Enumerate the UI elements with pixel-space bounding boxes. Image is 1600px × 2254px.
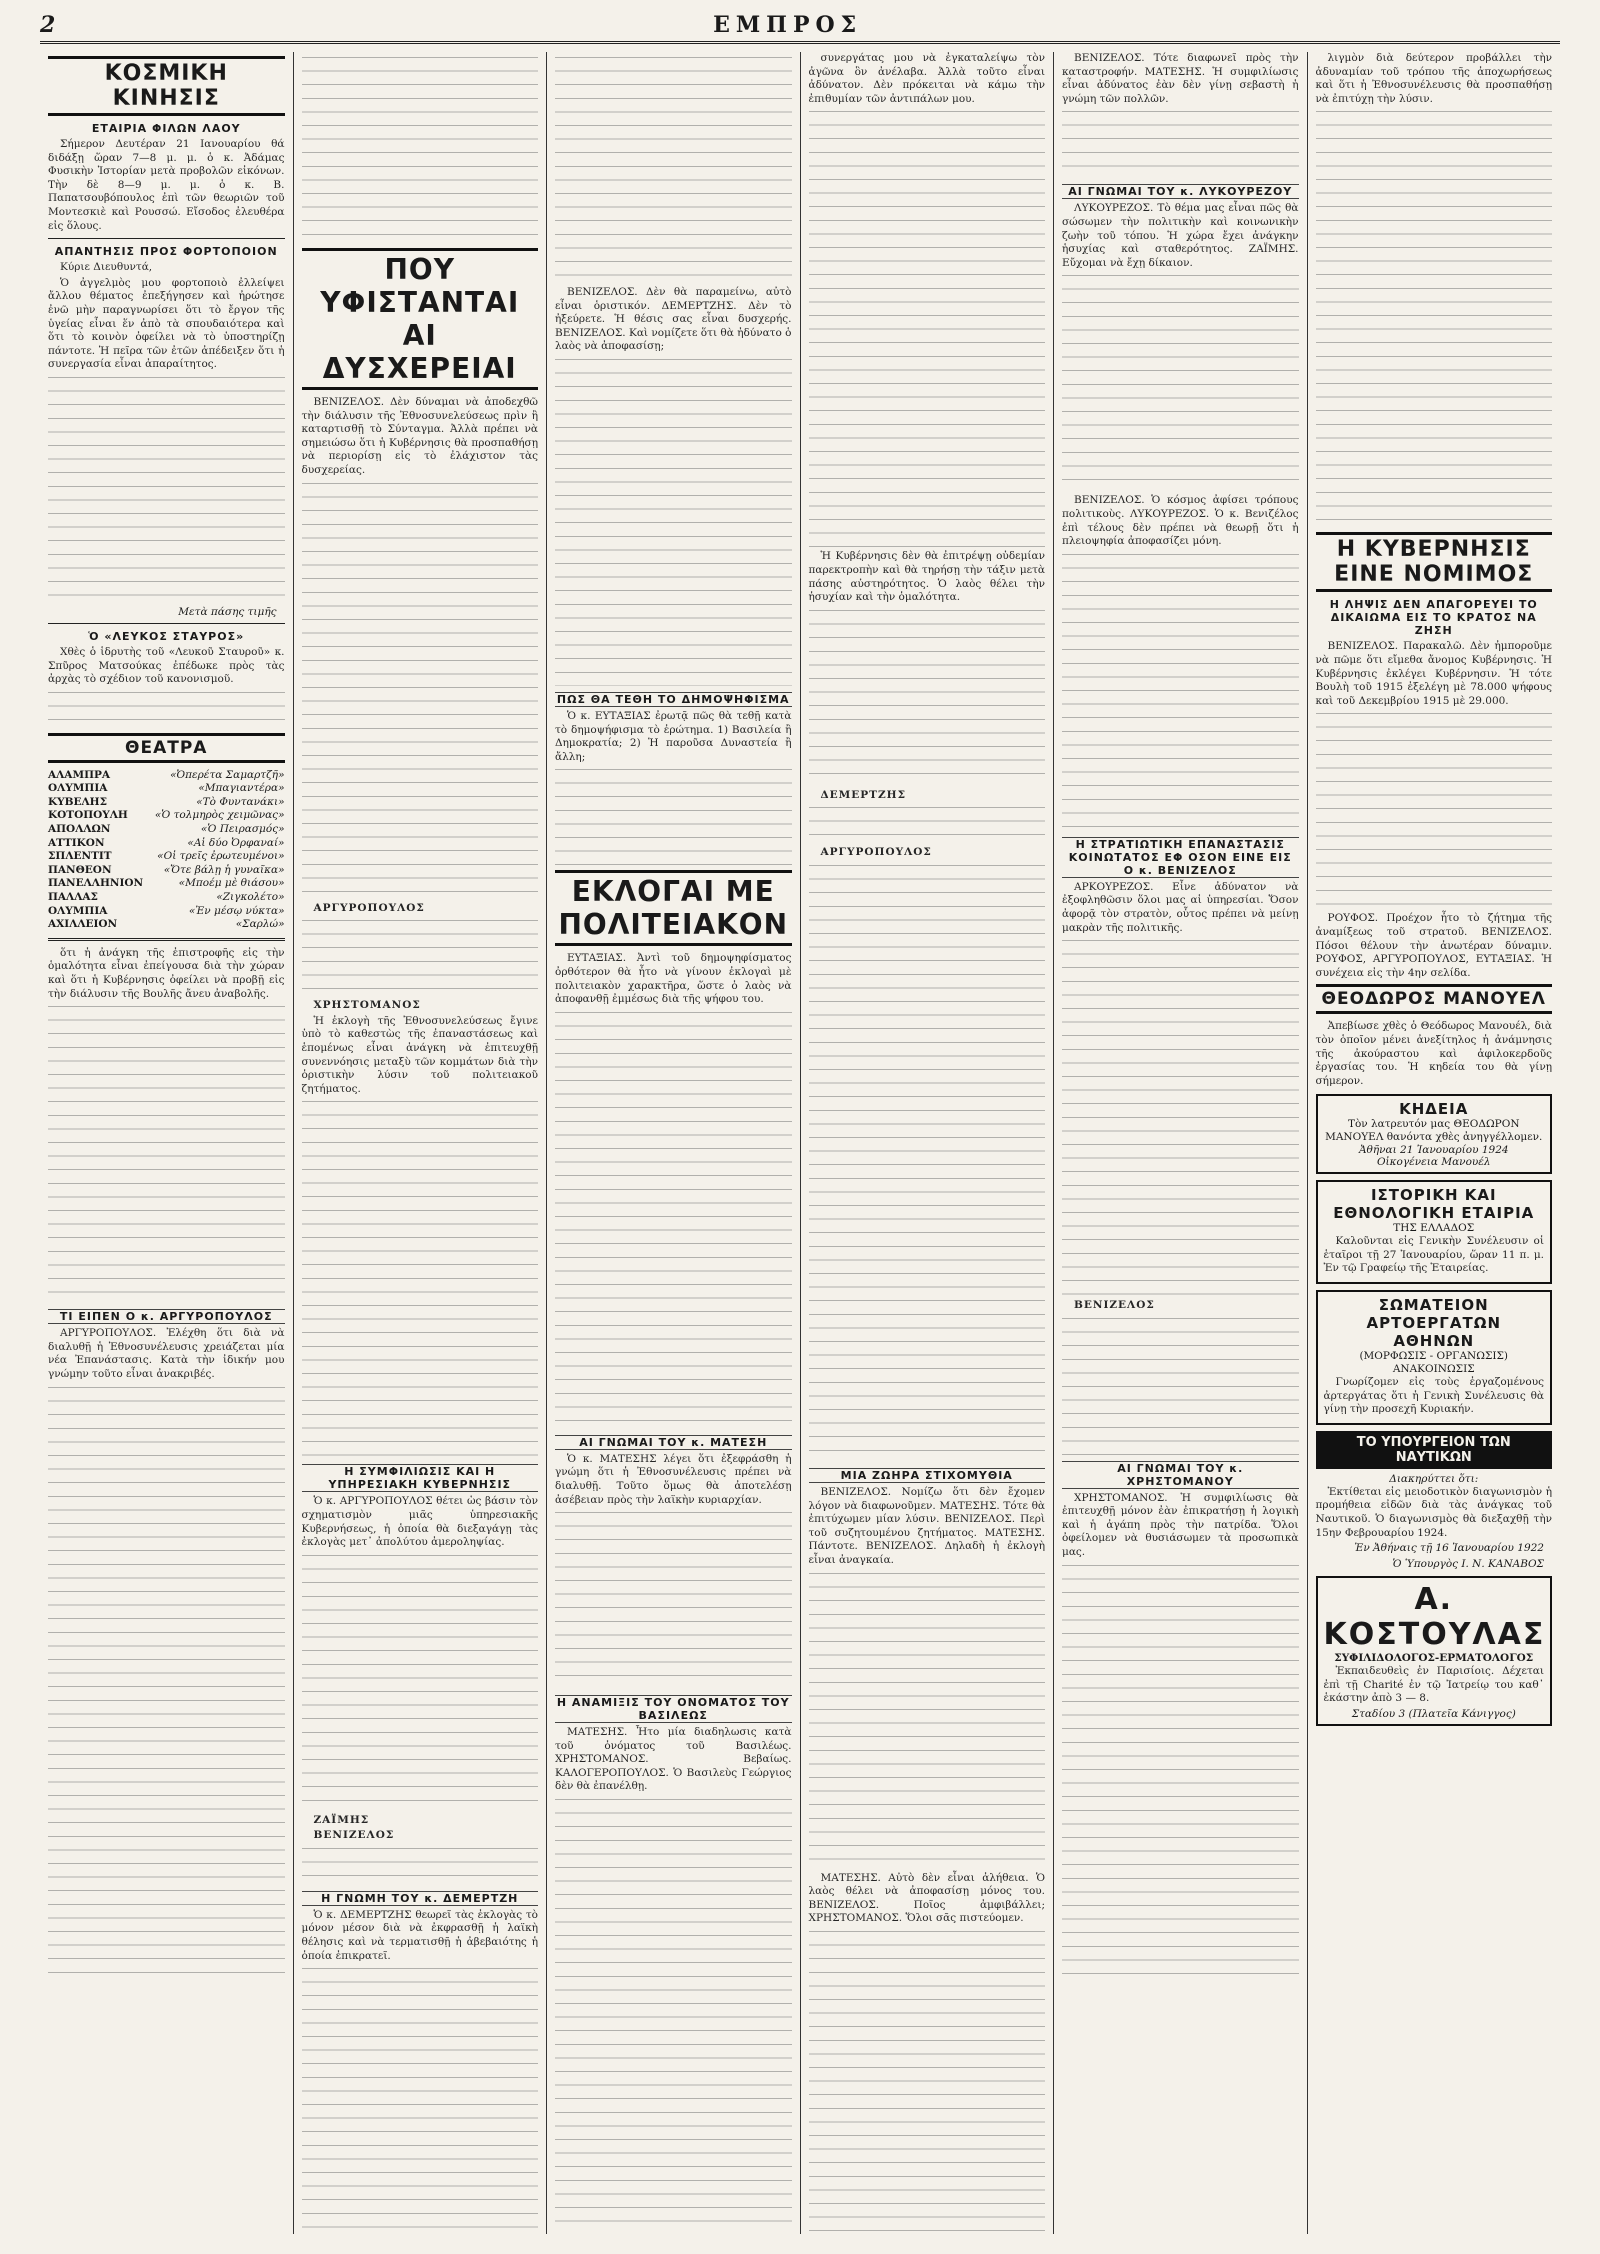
column-6-text-b: ΡΟΥΦΟΣ. Προέχον ἦτο τὸ ζήτημα τῆς ἀναμίξεως τοῦ στρατοῦ. ΒΕΝΙΖΕΛΟΣ. Πόσοι θέλουν τὴν ἀνωτέραν δύναμιν. ΡΟΥΦΟΣ, ΑΡΓΥΡΟΠΟΥΛΟΣ, ΕΥΤΑΞΙΑΣ. Ἡ συνέχεια εἰς τὴν 4ην σελίδα. <box>1315 912 1552 979</box>
lykourezos-text: ΛΥΚΟΥΡΕΖΟΣ. Τὸ θέμα μας εἶναι πῶς θὰ σώσωμεν τὴν πολιτικὴν καὶ κοινωνικὴν ζωὴν τοῦ τόπου. Ἡ χώρα ἔχει ἀνάγκην ἡσυχίας καὶ σταθερότητος. ΖΑΪΜΗΣ. Εὔχομαι νὰ ἔχῃ δίκαιον. <box>1062 202 1299 269</box>
speaker-label <box>809 789 1046 803</box>
letter-signature: Μετὰ πάσης τιμῆς <box>178 605 277 618</box>
cross-text: Χθὲς ὁ ἱδρυτὴς τοῦ «Λευκοῦ Σταυροῦ» κ. Σπῦρος Ματσούκας ἐπέδωκε πρὸς τὰς ἀρχὰς τὸ σχέδιον τοῦ κανονισμοῦ. <box>48 645 285 686</box>
article-text: ὅτι ἡ ἀνάγκη τῆς ἐπιστροφῆς εἰς τὴν ὁμαλότητα εἶναι ἐπείγουσα διὰ τὴν χώραν καὶ ὅτι ἡ Κυβέρνησις ὀφείλει νὰ προβῇ εἰς τὴν διάλυσιν τῆς Βουλῆς ἄνευ ἀναβολῆς. <box>48 946 285 1000</box>
speaker-label <box>302 1829 539 1843</box>
society-text: Σήμερον Δευτέραν 21 Ιανουαρίου θά διδάξῃ ὥραν 7—8 μ. μ. ὁ κ. Ἀδάμας Φυσικὴν Ἱστορίαν μετὰ προβολῶν εἰκόνων. Τὴν δὲ 8—9 μ. μ. ὁ κ. Β. Παπατσουβόπουλος ἐπὶ τῶν θεωριῶν τοῦ Μοντεσκιὲ καὶ Ρουσσώ. Εἴσοδος ἐλευθέρα εἰς ὅλους. <box>48 138 285 232</box>
theatre-row <box>48 850 285 864</box>
main-headline: ΠΟΥ ΥΦΙΣΤΑΝΤΑΙ ΑΙ ΔΥΣΧΕΡΕΙΑΙ <box>302 248 539 390</box>
body-text-block <box>555 1796 792 2234</box>
doctor-name: Α. ΚΟΣΤΟΥΛΑΣ <box>1323 1582 1546 1653</box>
body-text-block <box>1316 710 1553 910</box>
king-name-text: ΜΑΤΕΣΗΣ. Ἦτο μία διαδηλωσις κατὰ τοῦ ὀνόματος τοῦ Βασιλέως. ΧΡΗΣΤΟΜΑΝΟΣ. Βεβαίως. ΚΑΛΟΓΕΡΟΠΟΥΛΟΣ. Ὁ Βασιλεὺς Γεώργιος δὲν θὰ ἐπανέλθῃ. <box>555 1726 792 1793</box>
theatre-play: «Οἱ τρεῖς ἐρωτευμένοι» <box>157 850 285 863</box>
military-text: ΑΡΚΟΥΡΕΖΟΣ. Εἶνε ἀδύνατον νὰ ἐξοφληθῶσιν ὅλοι μας αἱ ὑπηρεσίαι. Ὅσον ἀφορᾷ τὸν στρατὸν, οὗτος πρέπει νὰ μείνῃ μακρὰν τῆς πολιτικῆς. <box>1062 880 1299 934</box>
body-text-block <box>809 1928 1046 2234</box>
body-text-block <box>48 374 285 604</box>
column-2 <box>294 52 548 2234</box>
christomanos-heading: ΑΙ ΓΝΩΜΑΙ ΤΟΥ κ. ΧΡΗΣΤΟΜΑΝΟΥ <box>1062 1461 1299 1489</box>
letter-heading: ΑΠΑΝΤΗΣΙΣ ΠΡΟΣ ΦΟΡΤΟΠΟΙΟΝ <box>54 245 278 259</box>
body-text-block <box>302 1552 539 1812</box>
speaker-name: ΔΕΜΕΡΤΖΗΣ <box>820 788 906 801</box>
column-5-text-a: ΒΕΝΙΖΕΛΟΣ. Τότε διαφωνεῖ πρὸς τὴν καταστροφήν. ΜΑΤΕΣΗΣ. Ἡ συμφιλίωσις εἶναι ἀδύνατος ἐὰν δὲν γίνῃ σεβαστὴ ἡ γνώμη τῶν πολλῶν. <box>1062 52 1299 105</box>
theatre-name: ΠΑΝΘΕΟΝ <box>48 863 112 876</box>
body-text-block <box>1062 1315 1299 1455</box>
column-2-text-c: Ὁ κ. ΑΡΓΥΡΟΠΟΥΛΟΣ θέτει ὡς βάσιν τὸν σχηματισμὸν μιᾶς ὑπηρεσιακῆς Κυβερνήσεως, ἡ ὁποία θὰ διεξαγάγῃ τὰς ἐκλογὰς μετ᾽ ἀπολύτου ἀμεροληψίας. <box>301 1495 538 1549</box>
body-text-block <box>1062 272 1299 492</box>
theatre-heading: ΘΕΑΤΡΑ <box>48 733 285 763</box>
elections-headline: ΕΚΛΟΓΑΙ ΜΕ ΠΟΛΙΤΕΙΑΚΟΝ <box>555 870 792 946</box>
theatre-play: «Μπαγιαντέρα» <box>198 782 285 795</box>
manouel-text: Ἀπεβίωσε χθὲς ὁ Θεόδωρος Μανουέλ, διὰ τὸν ὁποῖον μένει ἀνεξίτηλος ἡ ἀνάμνησις τῆς ἀκούραστου καὶ ἀφιλοκερδοῦς ἐργασίας του. Ἡ κηδεία του θὰ γίνῃ σήμερον. <box>1315 1020 1552 1087</box>
body-text-block <box>302 917 539 997</box>
body-text-block <box>1062 551 1299 831</box>
column-2-text-b: Ἡ ἐκλογὴ τῆς Ἐθνοσυνελεύσεως ἔγινε ὑπὸ τὸ καθεστὼς τῆς ἐπαναστάσεως καὶ ἑπομένως εἶναι ἀνάγκη νὰ ἐπιτευχθῇ συνεννόησις μεταξὺ τῶν κομμάτων διὰ τὴν ὁριστικὴν λύσιν τοῦ πολιτειακοῦ ζητήματος. <box>301 1014 538 1095</box>
funeral-notice <box>1316 1094 1553 1174</box>
body-text-block <box>1062 937 1299 1297</box>
funeral-date: Ἀθῆναι 21 Ἰανουαρίου 1924 <box>1358 1144 1509 1157</box>
society-heading: ΕΤΑΙΡΙΑ ΦΙΛΩΝ ΛΑΟΥ <box>91 122 241 135</box>
theatre-row <box>48 823 285 837</box>
king-name-heading: Η ΑΝΑΜΙΞΙΣ ΤΟΥ ΟΝΟΜΑΤΟΣ ΤΟΥ ΒΑΣΙΛΕΩΣ <box>556 1696 790 1723</box>
demertzis-text: Ὁ κ. ΔΕΜΕΡΤΖΗΣ θεωρεῖ τὰς ἐκλογὰς τὸ μόνον μέσον διὰ νὰ ἐκφρασθῇ ἡ λαϊκὴ θέλησις καὶ νὰ τερματισθῇ ἡ ἀβεβαιότης ἡ ὁποία ἐπικρατεῖ. <box>301 1908 538 1962</box>
theatre-play: «Μποέμ μὲ θιάσου» <box>178 877 285 890</box>
theatre-play: «Ὁ τολμηρὸς χειμῶνας» <box>154 809 285 822</box>
speaker-name: ΑΡΓΥΡΟΠΟΥΛΟΣ <box>820 846 932 859</box>
speaker-label <box>1062 1299 1299 1313</box>
reconciliation-heading: Η ΣΥΜΦΙΛΙΩΣΙΣ ΚΑΙ Η ΥΠΗΡΕΣΙΑΚΗ ΚΥΒΕΡΝΗΣΙΣ <box>302 1464 539 1492</box>
body-text-block <box>302 54 539 244</box>
cross-heading: Ὁ «ΛΕΥΚΟΣ ΣΤΑΥΡΟΣ» <box>88 629 245 643</box>
column-2-text-a: ΒΕΝΙΖΕΛΟΣ. Δὲν δύναμαι νὰ ἀποδεχθῶ τὴν διάλυσιν τῆς Ἐθνοσυνελεύσεως πρὶν ἢ καταρτισθῇ τὸ Σύνταγμα. Ἀλλὰ πρέπει νὰ σημειώσω ὅτι ἡ Κυβέρνησις θὰ προσπαθήσῃ νὰ περιορίσῃ εἰς τὸ ἐλάχιστον τὰς δυσχερείας. <box>301 396 538 476</box>
column-4-text-a: συνεργάτας μου νὰ ἐγκαταλείψω τὸν ἀγῶνα ὃν ἀνέλαβα. Ἀλλὰ τοῦτο εἶναι ἀδύνατον. Δὲν πρόκειται νὰ κάμω τὴν ἐπιθυμίαν τῶν ἀντιπάλων μου. <box>808 52 1045 105</box>
masthead: ΕΜΠΡΟΣ <box>713 11 863 38</box>
column-3-text-c: ΕΥΤΑΞΙΑΣ. Ἀντὶ τοῦ δημοψηφίσματος ὀρθότερον θὰ ἦτο νὰ γίνουν ἐκλογαὶ μὲ πολιτειακὸν χαρακτῆρα, ὥστε ὁ λαὸς νὰ ἀποφανθῇ ἐμμέσως διὰ τῆς ψήφου του. <box>555 952 792 1006</box>
column-5 <box>1054 52 1308 2234</box>
demertzis-heading: Η ΓΝΩΜΗ ΤΟΥ κ. ΔΕΜΕΡΤΖΗ <box>302 1891 539 1906</box>
theatre-row <box>48 769 285 783</box>
theatre-row <box>48 877 285 891</box>
body-text-block <box>555 1009 792 1429</box>
navy-text: Ἐκτίθεται εἰς μειοδοτικὸν διαγωνισμὸν ἡ προμήθεια εἰδῶν διὰ τὰς ἀνάγκας τοῦ Ναυτικοῦ. Ὁ διαγωνισμὸς θὰ διεξαχθῇ τὴν 15ην Φεβρουαρίου 1924. <box>1315 1485 1552 1539</box>
letter-salutation: Κύριε Διευθυντά, <box>60 261 153 274</box>
society-subheading: ΤΗΣ ΕΛΛΑΔΟΣ <box>1393 1222 1475 1235</box>
theatre-name: ΚΥΒΕΛΗΣ <box>48 795 107 808</box>
navy-banner: ΤΟ ΥΠΟΥΡΓΕΙΟΝ ΤΩΝ ΝΑΥΤΙΚΩΝ <box>1316 1431 1553 1469</box>
divider <box>48 938 285 941</box>
theatre-play: «Ὁ Πειρασμός» <box>200 823 285 836</box>
society-notice <box>1316 1180 1553 1284</box>
argyropoulos-heading: ΤΙ ΕΙΠΕΝ Ο κ. ΑΡΓΥΡΟΠΟΥΛΟΣ <box>48 1309 285 1324</box>
column-4-text-d: ΜΑΤΕΣΗΣ. Αὐτὸ δὲν εἶναι ἀλήθεια. Ὁ λαὸς θέλει νὰ ἀποφασίσῃ μόνος του. ΒΕΝΙΖΕΛΟΣ. Ποῖος ἀμφιβάλλει; ΧΡΗΣΤΟΜΑΝΟΣ. Ὅλοι σᾶς πιστεύομεν. <box>808 1871 1045 1925</box>
body-text-block <box>809 804 1046 844</box>
body-text-block <box>1316 108 1553 528</box>
theatre-name: ΟΛΥΜΠΙΑ <box>48 904 108 917</box>
section-title: ΚΟΣΜΙΚΗ ΚΙΝΗΣΙΣ <box>48 56 285 116</box>
navy-subheading: Διακηρύττει ὅτι: <box>1389 1472 1479 1485</box>
bakers-text: Γνωρίζομεν εἰς τοὺς ἐργαζομένους ἀρτεργάτας ὅτι ἡ Γενικὴ Συνέλευσις θὰ γίνῃ τὴν προσεχῆ Κυριακήν. <box>1323 1376 1544 1416</box>
bakers-heading: ΣΩΜΑΤΕΙΟΝ ΑΡΤΟΕΡΓΑΤΩΝ ΑΘΗΝΩΝ <box>1366 1296 1502 1351</box>
theatre-row <box>48 891 285 905</box>
theatre-play: «Τὸ Φυντανάκι» <box>196 795 285 808</box>
body-text-block <box>1062 1562 1299 1982</box>
speaker-name: ΧΡΗΣΤΟΜΑΝΟΣ <box>313 999 421 1012</box>
bakers-subheading: (ΜΟΡΦΩΣΙΣ - ΟΡΓΑΝΩΣΙΣ) <box>1359 1350 1509 1363</box>
body-text-block <box>302 1098 539 1458</box>
column-4 <box>801 52 1055 2234</box>
matesis-heading: ΑΙ ΓΝΩΜΑΙ ΤΟΥ κ. ΜΑΤΕΣΗ <box>555 1435 792 1450</box>
body-text-block <box>48 689 285 729</box>
body-text-block <box>302 1845 539 1885</box>
navy-date: Ἐν Ἀθήναις τῇ 16 Ἰανουαρίου 1922 <box>1354 1542 1544 1555</box>
body-text-block <box>555 356 792 686</box>
body-text-block <box>809 607 1046 787</box>
theatre-row <box>48 782 285 796</box>
society-heading: ΙΣΤΟΡΙΚΗ ΚΑΙ ΕΘΝΟΛΟΓΙΚΗ ΕΤΑΙΡΙΑ <box>1333 1186 1535 1223</box>
theatre-name: ΠΑΛΛΑΣ <box>48 891 98 904</box>
theatre-name: ΑΠΟΛΛΩΝ <box>48 823 111 836</box>
doctor-title: ΣΥΦΙΛΙΔΟΛΟΓΟΣ-ΕΡΜΑΤΟΛΟΓΟΣ <box>1334 1652 1534 1665</box>
society-text: Καλοῦνται εἰς Γενικὴν Συνέλευσιν οἱ ἑταῖροι τῇ 27 Ἰανουαρίου, ὥραν 11 π. μ. Ἐν τῷ Γραφείῳ τῆς Ἑταιρείας. <box>1323 1235 1544 1275</box>
government-headline: Η ΚΥΒΕΡΝΗΣΙΣ ΕΙΝΕ ΝΟΜΙΜΟΣ <box>1316 532 1553 592</box>
theatre-play: «Αἱ δύο Ὀρφαναί» <box>187 836 285 849</box>
speaker-label <box>302 902 539 916</box>
theatre-play: «Σαρλώ» <box>235 918 285 931</box>
theatre-name: ΠΑΝΕΛΛΗΝΙΟΝ <box>48 877 144 890</box>
bakers-notice <box>1316 1290 1553 1425</box>
column-6 <box>1308 52 1561 2234</box>
theatre-name: ΑΤΤΙΚΟΝ <box>48 836 105 849</box>
page-number: 2 <box>40 11 56 38</box>
body-text-block <box>555 54 792 284</box>
column-5-text-b: ΒΕΝΙΖΕΛΟΣ. Ὁ κόσμος ἀφίσει τρόπους πολιτικοὺς. ΛΥΚΟΥΡΕΖΟΣ. Ὁ κ. Βενιζέλος ἐπὶ τέλους δὲν πρέπει νὰ θεωρῇ ὅτι ἡ πλειοψηφία ἀποφασίζει μόνη. <box>1062 494 1299 548</box>
body-text-block <box>1062 108 1299 178</box>
letter-text: Ὁ ἀγγελμὸς μου φορτοποιὸ ἐλλείψει ἄλλου θέματος ἐπεξήγησεν καὶ ἠρώτησε ἐνῶ μὴν παραγνωρίσει ὅτι τὸ ἔργον τῆς ὑγείας εἶναι ἕν ἀπὸ τὰ σπουδαιότερα καὶ ὅτι τὸ κοινὸν ὀφείλει νὰ τὸ ὑποστηρίζῃ πάντοτε. Ἡ πεῖρα τῶν ἐτῶν ἀπέδειξεν ὅτι ἡ συνεργασία εἶναι ἀπαραίτητος. <box>48 276 285 371</box>
theatre-row <box>48 918 285 932</box>
theatre-play: «Ὄτε βάλῃ ἡ γυναῖκα» <box>163 863 285 876</box>
funeral-heading: ΚΗΔΕΙΑ <box>1399 1100 1469 1119</box>
lykourezos-heading: ΑΙ ΓΝΩΜΑΙ ΤΟΥ κ. ΛΥΚΟΥΡΕΖΟΥ <box>1062 184 1299 199</box>
body-text-block <box>809 108 1046 548</box>
speaker-name: ΒΕΝΙΖΕΛΟΣ <box>1074 1299 1155 1312</box>
column-6-text-a: λιγμὸν διὰ δεύτερον προβάλλει τὴν ἀδυναμίαν τοῦ τρόπου τῆς ἀποχωρήσεως καὶ ὅτι ἡ Ἐθνοσυνέλευσις θὰ προσπαθήσῃ νὰ ἐπιτύχῃ τὴν λύσιν. <box>1315 52 1552 105</box>
theatre-row <box>48 809 285 823</box>
theatre-row <box>48 864 285 878</box>
funeral-text: Τὸν λατρευτόν μας ΘΕΟΔΩΡΟΝ ΜΑΝΟΥΕΛ θανόντα χθὲς ἀνηγγέλλομεν. <box>1325 1118 1543 1144</box>
theatre-name: ΣΠΛΕΝΤΙΤ <box>48 850 112 863</box>
theatre-name: ΑΛΑΜΠΡΑ <box>48 768 111 781</box>
column-4-text-c: ΒΕΝΙΖΕΛΟΣ. Νομίζω ὅτι δὲν ἔχομεν λόγον νὰ διαφωνοῦμεν. ΜΑΤΕΣΗΣ. Τότε θὰ ἐπιτύχωμεν μίαν λύσιν. ΒΕΝΙΖΕΛΟΣ. Περὶ τοῦ συζητουμένου ζητήματος. ΜΑΤΕΣΗΣ. Πάντοτε. ΒΕΝΙΖΕΛΟΣ. Δηλαδὴ ἡ ἐκλογὴ εἶναι ἀναγκαία. <box>808 1485 1045 1566</box>
column-4-text-b: Ἡ Κυβέρνησις δὲν θὰ ἐπιτρέψῃ οὐδεμίαν παρεκτροπὴν καὶ θὰ τηρήσῃ τὴν τάξιν μετὰ πάσης αὐστηρότητος. Ὁ λαὸς θέλει τὴν ἡσυχίαν καὶ τὴν ὁμαλότητα. <box>808 550 1045 604</box>
divider <box>48 623 285 624</box>
divider <box>48 238 285 239</box>
column-1 <box>40 52 294 2234</box>
christomanos-text: ΧΡΗΣΤΟΜΑΝΟΣ. Ἡ συμφιλίωσις θὰ ἐπιτευχθῇ μόνον ἐὰν ἐπικρατήσῃ ἡ λογικὴ καὶ ἡ ἀγάπη πρὸς τὴν πατρίδα. Ὅλοι ὀφείλομεν νὰ θυσιάσωμεν τὰ προσωπικὰ μας. <box>1062 1491 1299 1559</box>
manouel-heading: ΘΕΟΔΩΡΟΣ ΜΑΝΟΥΕΛ <box>1316 984 1553 1014</box>
theatre-play: «Ὀπερέτα Σαμαρτζῆ» <box>170 768 285 781</box>
speaker-label <box>809 846 1046 860</box>
speaker-label <box>302 999 539 1013</box>
argyropoulos-text: ΑΡΓΥΡΟΠΟΥΛΟΣ. Ἐλέχθη ὅτι διὰ νὰ διαλυθῇ ἡ Ἐθνοσυνέλευσις χρειάζεται μία νέα Ἐπανάστασις. Κατὰ τὴν ἰδικήν μου γνώμην τοῦτο εἶναι ἀνακριβές. <box>48 1327 285 1380</box>
bakers-label: ΑΝΑΚΟΙΝΩΣΙΣ <box>1392 1363 1475 1376</box>
newspaper-columns <box>40 52 1560 2234</box>
theatre-name: ΟΛΥΜΠΙΑ <box>48 782 108 795</box>
body-text-block <box>809 862 1046 1462</box>
funeral-family: Οἰκογένεια Μανουέλ <box>1376 1156 1491 1169</box>
theatre-row <box>48 796 285 810</box>
body-text-block <box>302 1965 539 2234</box>
matesis-text: Ὁ κ. ΜΑΤΕΣΗΣ λέγει ὅτι ἐξεφράσθη ἡ γνώμη ὅτι ἡ Ἐθνοσυνέλευσις πρέπει νὰ διαλυθῇ. Τοῦτο ὅμως θὰ ἀποτελέσῃ ἀσέβειαν πρὸς τὴν λαϊκὴν κυριαρχίαν. <box>555 1452 792 1506</box>
dialogue-heading: ΜΙΑ ΖΩΗΡΑ ΣΤΙΧΟΜΥΘΙΑ <box>809 1468 1046 1483</box>
theatre-row <box>48 905 285 919</box>
doctor-advertisement <box>1316 1576 1553 1726</box>
body-text-block <box>555 1509 792 1689</box>
doctor-address: Σταδίου 3 (Πλατεῖα Κάνιγγος) <box>1351 1708 1516 1720</box>
government-subheading: Η ΛΗΨΙΣ ΔΕΝ ΑΠΑΓΟΡΕΥΕΙ ΤΟ ΔΙΚΑΙΩΜΑ ΕΙΣ ΤΟ ΚΡΑΤΟΣ ΝΑ ΖΗΣΗ <box>1329 598 1538 638</box>
body-text-block <box>48 1384 285 1984</box>
navy-signature: Ὁ Ὑπουργὸς Ι. Ν. ΚΑΝΑΒΟΣ <box>1392 1558 1544 1571</box>
speaker-label <box>302 1814 539 1828</box>
government-text: ΒΕΝΙΖΕΛΟΣ. Παρακαλῶ. Δὲν ἠμποροῦμε νὰ πῶμε ὅτι εἴμεθα ἄνομος Κυβέρνησις. Ἡ Κυβέρνησις ἐκλέγει Κυβέρνησιν. Ἡ τότε Βουλὴ τοῦ 1915 ἐξελέγη μὲ 78.000 ψήφους καὶ τοῦ Δεκεμβρίου 1915 μὲ 29.000. <box>1315 640 1552 707</box>
theatre-play: «Ζιγκολέτο» <box>216 891 285 904</box>
body-text-block <box>555 766 792 866</box>
body-text-block <box>302 480 539 900</box>
column-3 <box>547 52 801 2234</box>
body-text-block <box>809 1570 1046 1870</box>
theatre-list <box>48 769 285 932</box>
theatre-play: «Ἐν μέσῳ νύκτα» <box>188 904 285 917</box>
theatre-name: ΚΟΤΟΠΟΥΛΗ <box>48 809 128 822</box>
doctor-text: Ἐκπαιδευθεὶς ἐν Παρισίοις. Δέχεται ἐπὶ τῇ Charité ἐν τῷ Ἰατρείῳ του καθ᾽ ἑκάστην ἀπὸ 3 — 8. <box>1323 1665 1544 1705</box>
military-heading: Η ΣΤΡΑΤΙΩΤΙΚΗ ΕΠΑΝΑΣΤΑΣΙΣ ΚΟΙΝΩΤΑΤΟΣ ΕΦ ΟΣΟΝ ΕΙΝΕ ΕΙΣ Ο κ. ΒΕΝΙΖΕΛΟΣ <box>1062 837 1299 878</box>
column-3-text-a: ΒΕΝΙΖΕΛΟΣ. Δὲν θὰ παραμείνω, αὐτὸ εἶναι ὁριστικόν. ΔΕΜΕΡΤΖΗΣ. Δὲν τὸ ἠξεύρετε. Ἡ θέσις σας εἶναι δυσχερής. ΒΕΝΙΖΕΛΟΣ. Καὶ νομίζετε ὅτι θὰ ἠδύνατο ὁ λαὸς νὰ ἀποφασίσῃ; <box>555 286 792 353</box>
speaker-name: ΒΕΝΙΖΕΛΟΣ <box>313 1829 395 1842</box>
page-header <box>40 8 1560 44</box>
theatre-name: ΑΧΙΛΛΕΙΟΝ <box>48 918 118 931</box>
referendum-heading: ΠΩΣ ΘΑ ΤΕΘΗ ΤΟ ΔΗΜΟΨΗΦΙΣΜΑ <box>556 692 790 706</box>
speaker-name: ΖΑΪΜΗΣ <box>313 1813 370 1826</box>
body-text-block <box>48 1003 285 1303</box>
theatre-row <box>48 837 285 851</box>
column-3-text-b: Ὁ κ. ΕΥΤΑΞΙΑΣ ἐρωτᾷ πῶς θὰ τεθῇ κατὰ τὸ δημοψήφισμα τὸ ἐρώτημα. 1) Βασιλεία ἢ Δημοκρατία; 2) Ἡ παροῦσα Δυναστεία ἢ ἄλλη; <box>555 709 792 763</box>
speaker-name: ΑΡΓΥΡΟΠΟΥΛΟΣ <box>313 901 425 914</box>
